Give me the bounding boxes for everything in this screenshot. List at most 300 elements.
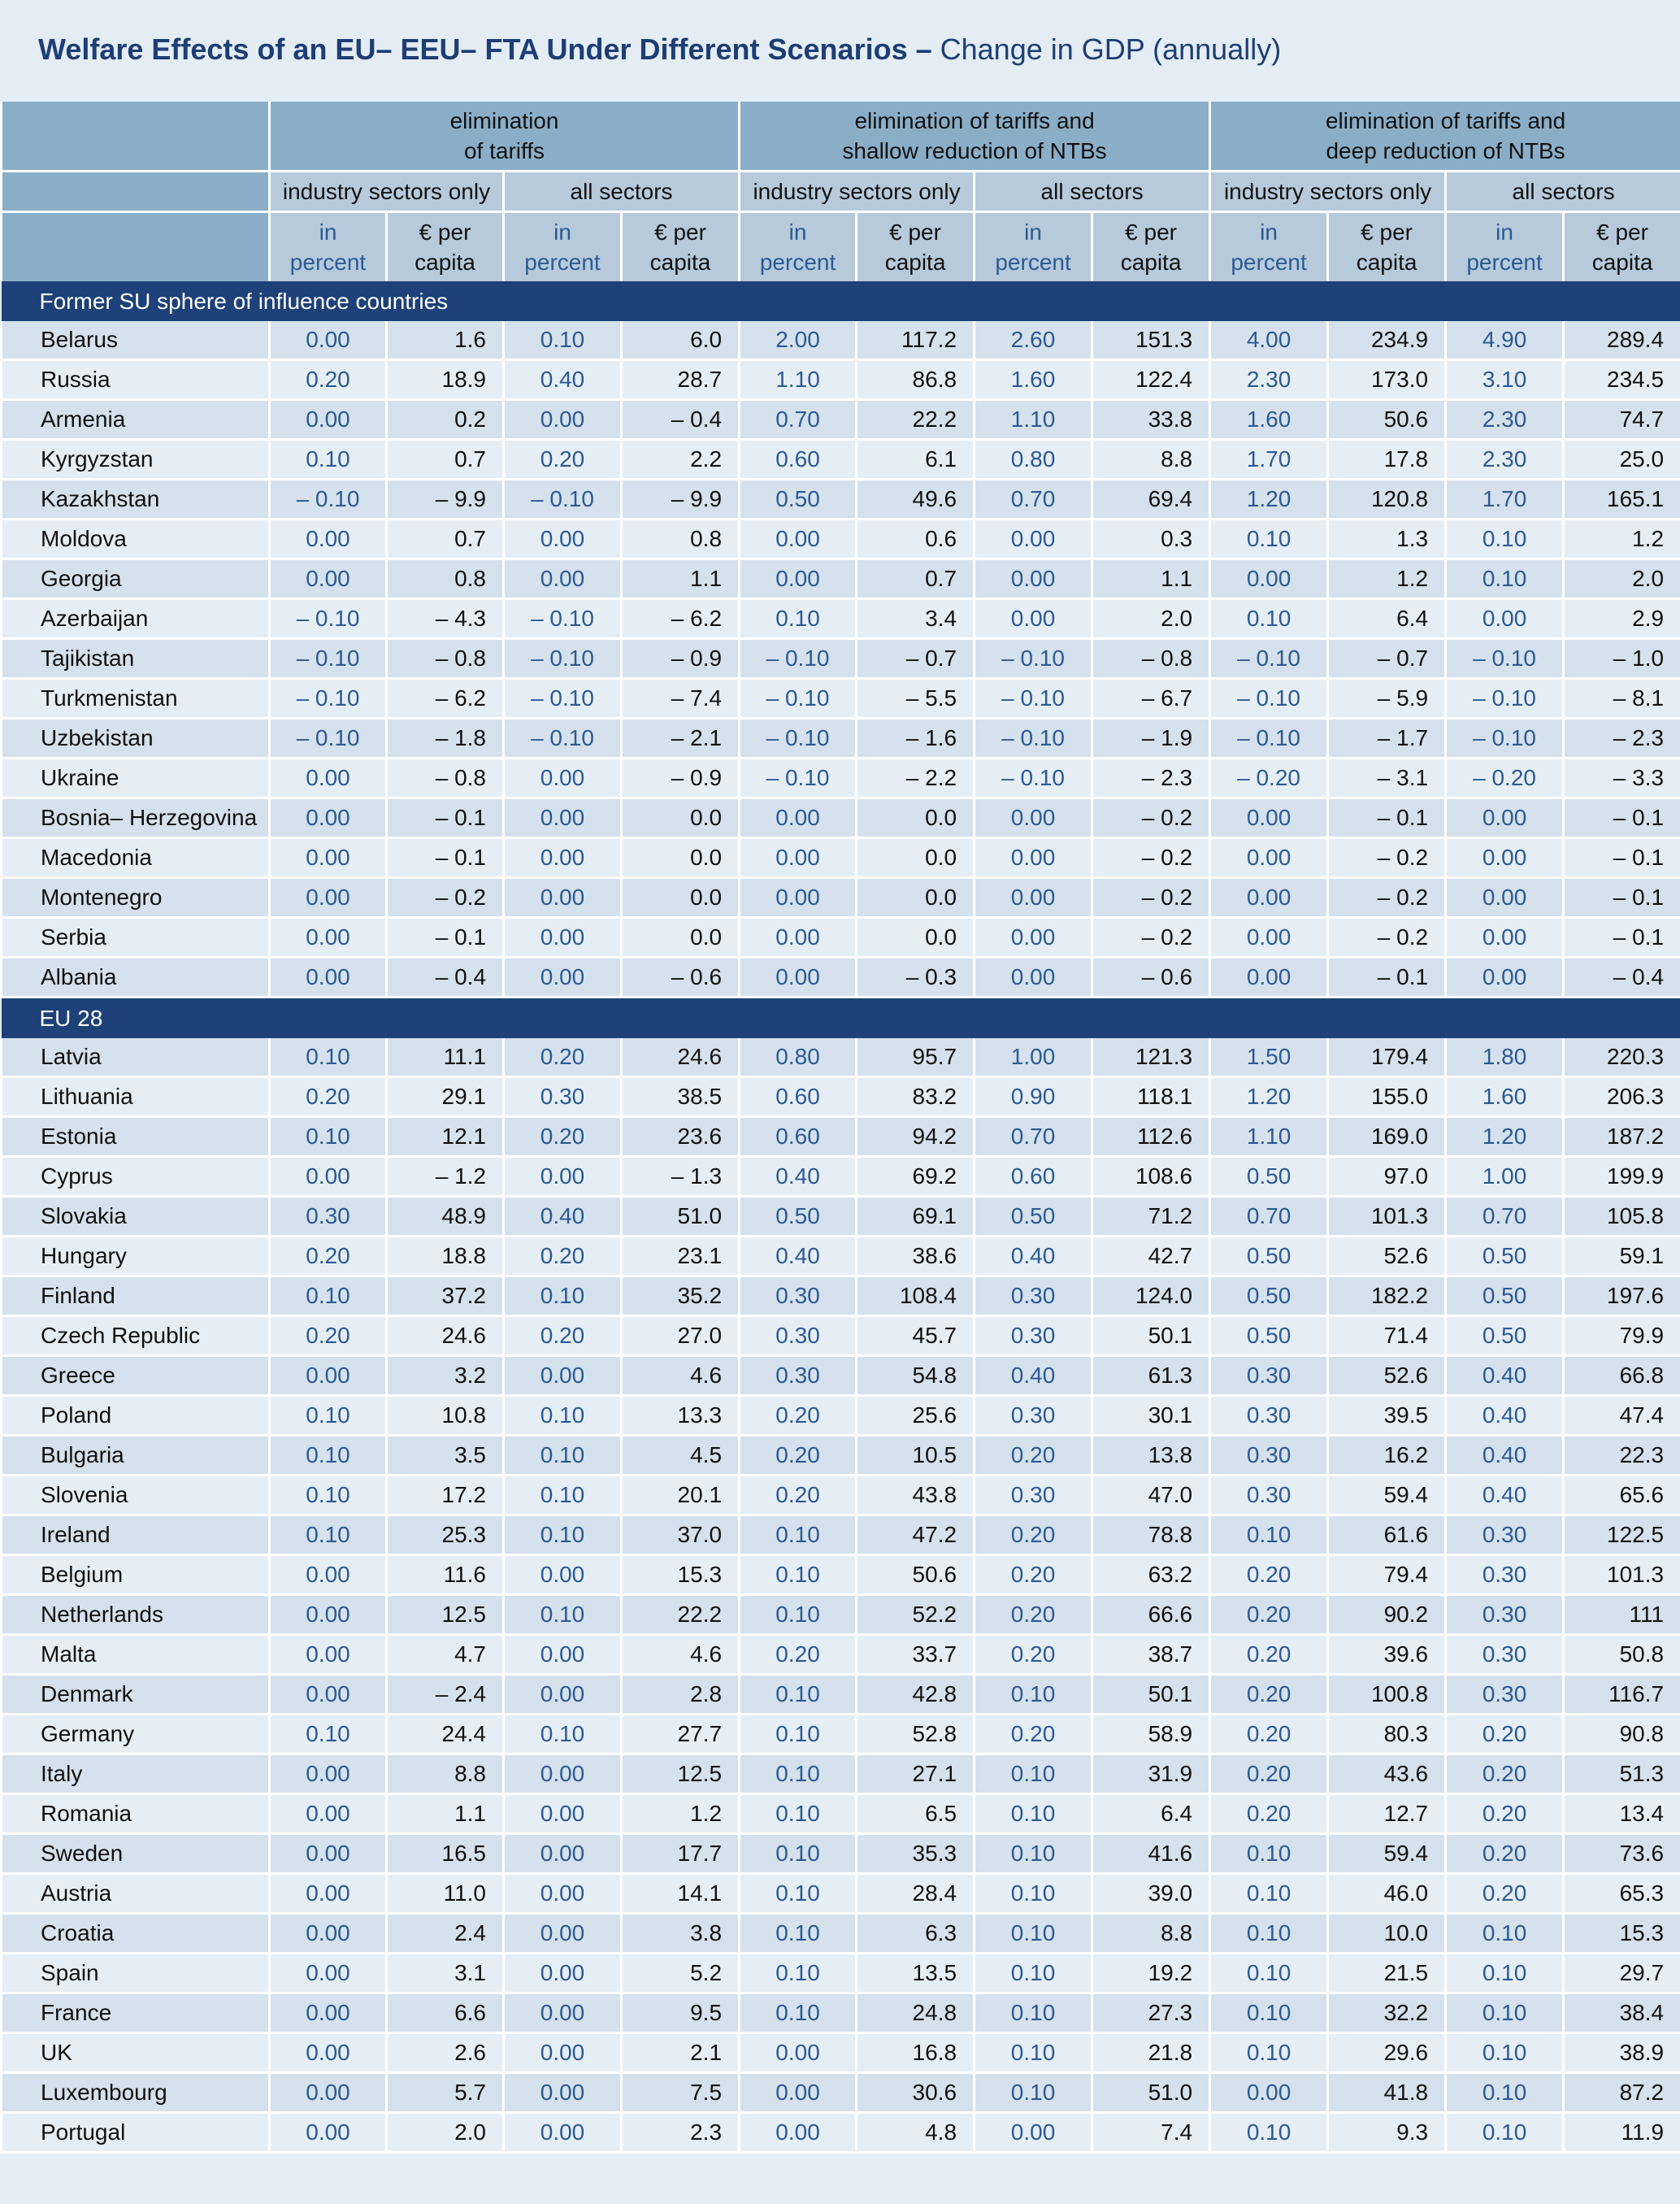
percent-cell: 0.30 — [504, 1077, 622, 1117]
percent-cell: 0.60 — [740, 1117, 857, 1157]
table-row — [2, 639, 1680, 679]
country-name: Estonia — [2, 1117, 270, 1157]
per-capita-cell: 0.0 — [857, 838, 975, 878]
percent-cell: 0.20 — [975, 1436, 1092, 1476]
scenario-3-line2: deep reduction of NTBs — [1326, 138, 1565, 163]
table-row — [2, 1794, 1680, 1834]
per-capita-cell: 24.6 — [622, 1038, 740, 1077]
per-capita-cell: – 4.3 — [387, 599, 504, 639]
percent-cell: – 0.10 — [740, 679, 857, 719]
per-capita-cell: – 7.4 — [622, 679, 740, 719]
per-capita-cell: 118.1 — [1092, 1077, 1210, 1117]
per-capita-cell: 25.6 — [857, 1396, 975, 1436]
percent-cell: 0.00 — [1210, 559, 1328, 599]
per-capita-cell: 27.3 — [1092, 1993, 1210, 2033]
per-capita-cell: 83.2 — [857, 1077, 975, 1117]
percent-cell: 0.00 — [504, 1794, 622, 1834]
per-capita-cell: 33.8 — [1092, 400, 1210, 440]
per-capita-cell: 197.6 — [1564, 1276, 1680, 1316]
per-capita-cell: – 2.3 — [1092, 759, 1210, 798]
percent-cell: 0.10 — [1210, 1954, 1328, 1993]
per-capita-cell: 1.1 — [622, 559, 740, 599]
percent-cell: 0.00 — [1210, 2073, 1328, 2113]
per-capita-cell: – 0.7 — [1328, 639, 1446, 679]
per-capita-cell: – 0.1 — [1564, 838, 1680, 878]
per-capita-cell: 45.7 — [857, 1316, 975, 1356]
per-capita-cell: – 0.2 — [1092, 918, 1210, 958]
percent-cell: 0.00 — [270, 1635, 387, 1675]
per-capita-cell: 63.2 — [1092, 1555, 1210, 1595]
table-row — [2, 1316, 1680, 1356]
unit-line2: percent — [1466, 250, 1543, 275]
country-name: Turkmenistan — [2, 679, 270, 719]
per-capita-cell: 182.2 — [1328, 1276, 1446, 1316]
percent-cell: – 0.20 — [1446, 759, 1564, 798]
percent-cell: 1.20 — [1210, 480, 1328, 519]
percent-cell: 0.10 — [740, 1555, 857, 1595]
percent-cell: 0.00 — [504, 2073, 622, 2113]
unit-line1: in — [1260, 220, 1278, 245]
per-capita-cell: 79.4 — [1328, 1555, 1446, 1595]
per-capita-cell: – 0.6 — [1092, 958, 1210, 998]
country-name: Tajikistan — [2, 639, 270, 679]
per-capita-cell: 155.0 — [1328, 1077, 1446, 1117]
per-capita-cell: 39.5 — [1328, 1396, 1446, 1436]
per-capita-cell: 124.0 — [1092, 1276, 1210, 1316]
table-row — [2, 2113, 1680, 2153]
unit-header-percent — [504, 212, 622, 282]
per-capita-cell: 50.1 — [1092, 1316, 1210, 1356]
per-capita-cell: 32.2 — [1328, 1993, 1446, 2033]
per-capita-cell: – 0.2 — [1092, 838, 1210, 878]
percent-cell: – 0.10 — [1210, 719, 1328, 759]
percent-cell: 0.10 — [504, 1515, 622, 1555]
per-capita-cell: 206.3 — [1564, 1077, 1680, 1117]
percent-cell: 0.10 — [740, 599, 857, 639]
percent-cell: 0.00 — [504, 1914, 622, 1954]
percent-cell: 0.00 — [270, 1874, 387, 1914]
per-capita-cell: – 0.2 — [1328, 878, 1446, 918]
percent-cell: 0.00 — [504, 1993, 622, 2033]
percent-cell: 2.30 — [1446, 440, 1564, 480]
country-name: Albania — [2, 958, 270, 998]
country-name: France — [2, 1993, 270, 2033]
section-title: EU 28 — [2, 998, 1680, 1039]
percent-cell: – 0.10 — [740, 639, 857, 679]
per-capita-cell: 13.8 — [1092, 1436, 1210, 1476]
percent-cell: 1.00 — [1446, 1157, 1564, 1197]
percent-cell: 0.20 — [504, 1038, 622, 1077]
percent-cell: 1.70 — [1446, 480, 1564, 519]
percent-cell: 0.10 — [1210, 1914, 1328, 1954]
per-capita-cell: 51.0 — [622, 1197, 740, 1237]
per-capita-cell: 1.2 — [1564, 519, 1680, 559]
per-capita-cell: 66.8 — [1564, 1356, 1680, 1396]
per-capita-cell: 47.2 — [857, 1515, 975, 1555]
percent-cell: 0.60 — [740, 1077, 857, 1117]
percent-cell: 0.00 — [1446, 958, 1564, 998]
per-capita-cell: 37.0 — [622, 1515, 740, 1555]
percent-cell: 0.20 — [740, 1476, 857, 1515]
unit-line1: in — [1496, 220, 1513, 245]
per-capita-cell: – 0.2 — [1092, 798, 1210, 838]
percent-cell: 0.00 — [270, 958, 387, 998]
percent-cell: 0.10 — [504, 1396, 622, 1436]
percent-cell: 0.20 — [740, 1396, 857, 1436]
percent-cell: 0.30 — [1446, 1675, 1564, 1715]
percent-cell: 0.20 — [270, 1316, 387, 1356]
percent-cell: 0.20 — [1446, 1715, 1564, 1754]
percent-cell: 0.20 — [1446, 1754, 1564, 1794]
per-capita-cell: 2.3 — [622, 2113, 740, 2153]
per-capita-cell: 79.9 — [1564, 1316, 1680, 1356]
per-capita-cell: – 0.2 — [1092, 878, 1210, 918]
percent-cell: 0.10 — [504, 1436, 622, 1476]
per-capita-cell: – 0.4 — [387, 958, 504, 998]
unit-line1: in — [553, 220, 571, 245]
percent-cell: 0.00 — [504, 1874, 622, 1914]
section-title: Former SU sphere of influence countries — [2, 281, 1680, 321]
percent-cell: 0.30 — [1210, 1436, 1328, 1476]
percent-cell: 0.00 — [740, 798, 857, 838]
percent-cell: 0.00 — [270, 1993, 387, 2033]
percent-cell: 0.40 — [1446, 1476, 1564, 1515]
percent-cell: 0.00 — [740, 878, 857, 918]
percent-cell: 0.30 — [1210, 1356, 1328, 1396]
per-capita-cell: 61.3 — [1092, 1356, 1210, 1396]
per-capita-cell: 29.6 — [1328, 2033, 1446, 2073]
percent-cell: 0.30 — [1210, 1476, 1328, 1515]
country-name: Malta — [2, 1635, 270, 1675]
percent-cell: 0.00 — [270, 878, 387, 918]
per-capita-cell: 54.8 — [857, 1356, 975, 1396]
percent-cell: 0.20 — [975, 1555, 1092, 1595]
percent-cell: 0.00 — [1210, 798, 1328, 838]
percent-cell: 0.00 — [504, 1675, 622, 1715]
per-capita-cell: 7.4 — [1092, 2113, 1210, 2153]
percent-cell: 1.50 — [1210, 1038, 1328, 1077]
percent-cell: 0.10 — [975, 1914, 1092, 1954]
percent-cell: 0.70 — [1446, 1197, 1564, 1237]
country-name: Germany — [2, 1715, 270, 1754]
percent-cell: – 0.10 — [975, 719, 1092, 759]
per-capita-cell: 12.7 — [1328, 1794, 1446, 1834]
percent-cell: 0.20 — [504, 1237, 622, 1276]
per-capita-cell: 47.4 — [1564, 1396, 1680, 1436]
per-capita-cell: – 0.4 — [622, 400, 740, 440]
percent-cell: 0.00 — [504, 1754, 622, 1794]
per-capita-cell: 0.2 — [387, 400, 504, 440]
percent-cell: – 0.10 — [740, 759, 857, 798]
percent-cell: 0.00 — [504, 838, 622, 878]
percent-cell: 0.00 — [1210, 918, 1328, 958]
percent-cell: 0.00 — [740, 2073, 857, 2113]
percent-cell: 0.50 — [740, 480, 857, 519]
per-capita-cell: – 1.2 — [387, 1157, 504, 1197]
percent-cell: – 0.10 — [504, 679, 622, 719]
percent-cell: 0.00 — [270, 1794, 387, 1834]
percent-cell: 0.00 — [270, 559, 387, 599]
per-capita-cell: 11.6 — [387, 1555, 504, 1595]
percent-cell: 0.00 — [975, 2113, 1092, 2153]
unit-line2: capita — [1120, 250, 1182, 275]
percent-cell: 1.10 — [1210, 1117, 1328, 1157]
percent-cell: 0.20 — [270, 1077, 387, 1117]
percent-cell: 0.00 — [270, 1675, 387, 1715]
percent-cell: 0.00 — [504, 878, 622, 918]
per-capita-cell: 20.1 — [622, 1476, 740, 1515]
table-row — [2, 798, 1680, 838]
unit-line2: percent — [1231, 250, 1307, 275]
per-capita-cell: 27.0 — [622, 1316, 740, 1356]
percent-cell: 0.00 — [504, 519, 622, 559]
percent-cell: – 0.10 — [504, 480, 622, 519]
percent-cell: 0.10 — [975, 1794, 1092, 1834]
per-capita-cell: 2.1 — [622, 2033, 740, 2073]
percent-cell: 0.00 — [975, 519, 1092, 559]
per-capita-cell: – 0.1 — [1564, 878, 1680, 918]
country-name: Finland — [2, 1276, 270, 1316]
table-row — [2, 1595, 1680, 1635]
per-capita-cell: 13.4 — [1564, 1794, 1680, 1834]
per-capita-cell: 41.8 — [1328, 2073, 1446, 2113]
per-capita-cell: 6.4 — [1328, 599, 1446, 639]
per-capita-cell: 6.4 — [1092, 1794, 1210, 1834]
table-row — [2, 1874, 1680, 1914]
per-capita-cell: 19.2 — [1092, 1954, 1210, 1993]
per-capita-cell: 37.2 — [387, 1276, 504, 1316]
per-capita-cell: 50.6 — [857, 1555, 975, 1595]
percent-cell: 0.00 — [504, 759, 622, 798]
percent-cell: 0.20 — [975, 1595, 1092, 1635]
per-capita-cell: – 5.5 — [857, 679, 975, 719]
per-capita-cell: 22.2 — [857, 400, 975, 440]
per-capita-cell: 87.2 — [1564, 2073, 1680, 2113]
unit-header-percent — [1446, 212, 1564, 282]
per-capita-cell: – 0.1 — [1328, 798, 1446, 838]
percent-cell: 0.00 — [1210, 878, 1328, 918]
percent-cell: 0.50 — [1446, 1237, 1564, 1276]
percent-cell: 0.10 — [975, 1954, 1092, 1993]
percent-cell: 0.00 — [740, 2113, 857, 2153]
per-capita-cell: – 0.1 — [1564, 798, 1680, 838]
percent-cell: 0.70 — [975, 480, 1092, 519]
percent-cell: 0.20 — [1210, 1595, 1328, 1635]
percent-cell: 0.40 — [1446, 1396, 1564, 1436]
per-capita-cell: 122.4 — [1092, 360, 1210, 400]
scenario-header — [1210, 102, 1680, 172]
percent-cell: – 0.10 — [1446, 679, 1564, 719]
per-capita-cell: 0.0 — [857, 918, 975, 958]
unit-header-per-capita — [1564, 212, 1680, 282]
per-capita-cell: 50.1 — [1092, 1675, 1210, 1715]
per-capita-cell: – 0.8 — [387, 639, 504, 679]
per-capita-cell: 97.0 — [1328, 1157, 1446, 1197]
unit-header-per-capita — [857, 212, 975, 282]
table-row — [2, 1396, 1680, 1436]
per-capita-cell: 17.2 — [387, 1476, 504, 1515]
percent-cell: 0.70 — [1210, 1197, 1328, 1237]
percent-cell: 0.10 — [1210, 2033, 1328, 2073]
per-capita-cell: 2.6 — [387, 2033, 504, 2073]
per-capita-cell: 74.7 — [1564, 400, 1680, 440]
percent-cell: 0.00 — [975, 599, 1092, 639]
per-capita-cell: – 0.9 — [622, 639, 740, 679]
per-capita-cell: 7.5 — [622, 2073, 740, 2113]
percent-cell: – 0.10 — [270, 639, 387, 679]
per-capita-cell: 108.6 — [1092, 1157, 1210, 1197]
country-name: Greece — [2, 1356, 270, 1396]
per-capita-cell: 38.7 — [1092, 1635, 1210, 1675]
percent-cell: 0.10 — [1446, 1914, 1564, 1954]
per-capita-cell: 38.4 — [1564, 1993, 1680, 2033]
percent-cell: 0.50 — [1446, 1276, 1564, 1316]
per-capita-cell: 80.3 — [1328, 1715, 1446, 1754]
percent-cell: 0.20 — [270, 360, 387, 400]
per-capita-cell: 165.1 — [1564, 480, 1680, 519]
percent-cell: 0.10 — [1210, 2113, 1328, 2153]
per-capita-cell: 39.0 — [1092, 1874, 1210, 1914]
percent-cell: 1.10 — [975, 400, 1092, 440]
country-name: Georgia — [2, 559, 270, 599]
per-capita-cell: 4.8 — [857, 2113, 975, 2153]
per-capita-cell: 42.7 — [1092, 1237, 1210, 1276]
percent-cell: 0.10 — [270, 1117, 387, 1157]
per-capita-cell: 13.5 — [857, 1954, 975, 1993]
per-capita-cell: 0.3 — [1092, 519, 1210, 559]
percent-cell: 0.10 — [975, 2033, 1092, 2073]
per-capita-cell: – 1.6 — [857, 719, 975, 759]
per-capita-cell: 105.8 — [1564, 1197, 1680, 1237]
per-capita-cell: 17.8 — [1328, 440, 1446, 480]
per-capita-cell: 0.0 — [857, 878, 975, 918]
unit-line1: in — [788, 220, 807, 245]
percent-cell: 0.10 — [1210, 1834, 1328, 1874]
per-capita-cell: 0.7 — [857, 559, 975, 599]
per-capita-cell: 52.8 — [857, 1715, 975, 1754]
per-capita-cell: 9.3 — [1328, 2113, 1446, 2153]
per-capita-cell: 4.6 — [622, 1635, 740, 1675]
percent-cell: 0.20 — [975, 1515, 1092, 1555]
unit-line2: percent — [524, 250, 601, 275]
percent-cell: 0.10 — [740, 1595, 857, 1635]
percent-cell: 0.00 — [504, 1555, 622, 1595]
table-row — [2, 878, 1680, 918]
per-capita-cell: 69.4 — [1092, 480, 1210, 519]
per-capita-cell: 30.6 — [857, 2073, 975, 2113]
percent-cell: 0.50 — [1210, 1276, 1328, 1316]
percent-cell: 0.30 — [1446, 1515, 1564, 1555]
per-capita-cell: 12.5 — [622, 1754, 740, 1794]
percent-cell: 0.00 — [504, 2033, 622, 2073]
country-name: Slovenia — [2, 1476, 270, 1515]
table-row — [2, 1834, 1680, 1874]
percent-cell: 0.30 — [975, 1396, 1092, 1436]
unit-header-percent — [270, 212, 387, 282]
percent-cell: 0.00 — [270, 400, 387, 440]
percent-cell: 1.60 — [1446, 1077, 1564, 1117]
per-capita-cell: 9.5 — [622, 1993, 740, 2033]
percent-cell: 0.00 — [270, 519, 387, 559]
title-main: Welfare Effects of an EU– EEU– FTA Under Different Scenarios – — [38, 33, 932, 66]
per-capita-cell: 24.4 — [387, 1715, 504, 1754]
unit-header-percent — [740, 212, 857, 282]
percent-cell: 0.20 — [504, 1316, 622, 1356]
sector-header: industry sectors only — [740, 172, 975, 212]
per-capita-cell: – 1.8 — [387, 719, 504, 759]
sector-header: industry sectors only — [1210, 172, 1446, 212]
percent-cell: 0.00 — [975, 918, 1092, 958]
per-capita-cell: – 2.1 — [622, 719, 740, 759]
per-capita-cell: 199.9 — [1564, 1157, 1680, 1197]
percent-cell: 0.00 — [504, 1954, 622, 1993]
unit-line1: € per — [654, 220, 706, 245]
percent-cell: 0.20 — [1446, 1874, 1564, 1914]
per-capita-cell: 46.0 — [1328, 1874, 1446, 1914]
per-capita-cell: 117.2 — [857, 321, 975, 360]
percent-cell: 0.00 — [504, 918, 622, 958]
percent-cell: 0.00 — [270, 1754, 387, 1794]
table-row — [2, 1356, 1680, 1396]
per-capita-cell: 65.6 — [1564, 1476, 1680, 1515]
country-name: Serbia — [2, 918, 270, 958]
per-capita-cell: 14.1 — [622, 1874, 740, 1914]
percent-cell: 0.10 — [740, 1794, 857, 1834]
percent-cell: 4.90 — [1446, 321, 1564, 360]
per-capita-cell: 10.0 — [1328, 1914, 1446, 1954]
per-capita-cell: 28.4 — [857, 1874, 975, 1914]
per-capita-cell: 22.3 — [1564, 1436, 1680, 1476]
percent-cell: 0.30 — [1446, 1635, 1564, 1675]
section-header-row — [2, 998, 1680, 1039]
table-row — [2, 1954, 1680, 1993]
percent-cell: 0.00 — [740, 958, 857, 998]
table-row — [2, 321, 1680, 360]
percent-cell: 1.00 — [975, 1038, 1092, 1077]
unit-header-percent — [975, 212, 1092, 282]
percent-cell: 0.10 — [975, 2073, 1092, 2113]
percent-cell: – 0.20 — [1210, 759, 1328, 798]
percent-cell: – 0.10 — [504, 639, 622, 679]
percent-cell: 0.00 — [740, 918, 857, 958]
per-capita-cell: 17.7 — [622, 1834, 740, 1874]
table-row — [2, 1635, 1680, 1675]
per-capita-cell: 52.2 — [857, 1595, 975, 1635]
percent-cell: 0.10 — [270, 1038, 387, 1077]
table-row — [2, 2073, 1680, 2113]
percent-cell: 0.00 — [1210, 838, 1328, 878]
percent-cell: 3.10 — [1446, 360, 1564, 400]
percent-cell: 0.60 — [740, 440, 857, 480]
percent-cell: 0.00 — [504, 1635, 622, 1675]
scenario-1-line1: elimination — [449, 108, 559, 133]
percent-cell: 1.70 — [1210, 440, 1328, 480]
unit-line2: capita — [1591, 250, 1653, 275]
per-capita-cell: 23.6 — [622, 1117, 740, 1157]
table-row — [2, 480, 1680, 519]
table-row — [2, 679, 1680, 719]
per-capita-cell: 0.0 — [622, 838, 740, 878]
percent-cell: 0.30 — [740, 1316, 857, 1356]
percent-cell: 0.50 — [1210, 1157, 1328, 1197]
per-capita-cell: 111 — [1564, 1595, 1680, 1635]
per-capita-cell: 58.9 — [1092, 1715, 1210, 1754]
percent-cell: 4.00 — [1210, 321, 1328, 360]
per-capita-cell: – 0.2 — [387, 878, 504, 918]
percent-cell: 0.00 — [504, 559, 622, 599]
header-corner — [2, 212, 270, 282]
per-capita-cell: 69.1 — [857, 1197, 975, 1237]
